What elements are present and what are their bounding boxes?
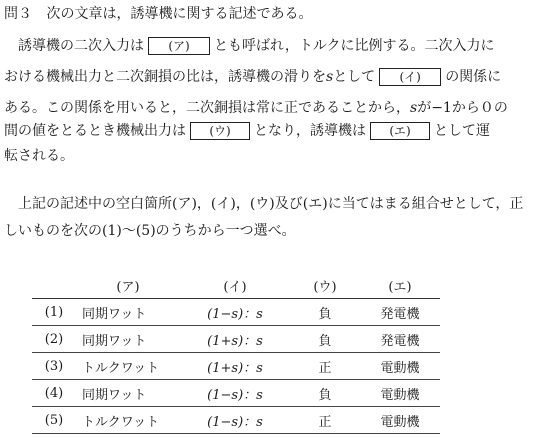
instruction-line-1 bbox=[18, 194, 523, 214]
option-a: 同期ワット bbox=[76, 299, 180, 326]
table-header-cell: (イ) bbox=[180, 272, 290, 299]
option-number: (2) bbox=[32, 326, 76, 353]
option-i: (1+s)：s bbox=[180, 326, 290, 353]
option-i: (1−s)：s bbox=[180, 299, 290, 326]
blank-a-box: (ア) bbox=[148, 37, 210, 55]
table-row bbox=[32, 380, 440, 407]
option-e: 電動機 bbox=[360, 407, 440, 434]
text-segment: おける機械出力と二次銅損の比は，誘導機の滑りを bbox=[4, 69, 326, 85]
choices-table bbox=[32, 272, 440, 434]
paragraph-line-3 bbox=[4, 98, 508, 118]
option-e: 電動機 bbox=[360, 353, 440, 380]
blank-e-box: (エ) bbox=[370, 122, 430, 140]
option-i: (1−s)：s bbox=[180, 380, 290, 407]
option-e: 発電機 bbox=[360, 326, 440, 353]
option-i: (1+s)：s bbox=[180, 353, 290, 380]
paragraph-line-2 bbox=[4, 67, 501, 87]
instruction-line-2 bbox=[4, 221, 296, 241]
text-segment: 誘導機の二次入力は bbox=[18, 38, 144, 54]
table-header-cell: (ウ) bbox=[290, 272, 360, 299]
text-segment: 転される。 bbox=[4, 148, 74, 164]
option-number: (1) bbox=[32, 299, 76, 326]
text-segment: として bbox=[333, 69, 376, 85]
value-minus-one: −1 bbox=[431, 100, 452, 116]
option-a: トルクワット bbox=[76, 353, 180, 380]
text-segment: として運 bbox=[434, 123, 490, 139]
option-u: 負 bbox=[290, 326, 360, 353]
symbol-s: s bbox=[326, 69, 334, 85]
text-segment: ある。この関係を用いると，二次銅損は常に正であることから， bbox=[4, 100, 410, 116]
paragraph-line-1 bbox=[18, 36, 495, 56]
table-row bbox=[32, 353, 440, 380]
option-i: (1−s)：s bbox=[180, 407, 290, 434]
option-e: 電動機 bbox=[360, 380, 440, 407]
text-segment: から０の bbox=[451, 100, 508, 116]
text-segment: の関係に bbox=[445, 69, 502, 85]
table-row bbox=[32, 407, 440, 434]
question-intro: 次の文章は，誘導機に関する記述である。 bbox=[46, 6, 313, 22]
question-number: 問３ bbox=[4, 6, 32, 22]
table-header-row bbox=[32, 272, 440, 299]
text-segment: とも呼ばれ，トルクに比例する。二次入力に bbox=[214, 38, 495, 54]
text-segment: 間の値をとるとき機械出力は bbox=[4, 123, 186, 139]
option-u: 負 bbox=[290, 380, 360, 407]
option-number: (4) bbox=[32, 380, 76, 407]
blank-i-box: (イ) bbox=[379, 68, 441, 86]
symbol-s: s bbox=[410, 100, 418, 116]
table-row bbox=[32, 326, 440, 353]
text-segment: となり，誘導機は bbox=[254, 123, 366, 139]
instruction-text: 上記の記述中の空白箇所(ア)，(イ)，(ウ)及び(エ)に当てはまる組合せとして，正 bbox=[18, 196, 524, 212]
paragraph-line-4 bbox=[4, 121, 490, 141]
instruction-text: しいものを次の(1)～(5)のうちから一つ選べ。 bbox=[4, 223, 296, 239]
table-header-cell: (ア) bbox=[76, 272, 180, 299]
option-u: 正 bbox=[290, 353, 360, 380]
question-heading bbox=[4, 4, 312, 24]
paragraph-line-5 bbox=[4, 146, 74, 166]
table-row bbox=[32, 299, 440, 326]
text-segment: が bbox=[417, 100, 432, 116]
option-number: (3) bbox=[32, 353, 76, 380]
blank-u-box: (ウ) bbox=[190, 122, 250, 140]
option-number: (5) bbox=[32, 407, 76, 434]
table-header-cell bbox=[32, 272, 76, 299]
option-a: トルクワット bbox=[76, 407, 180, 434]
option-u: 負 bbox=[290, 299, 360, 326]
option-a: 同期ワット bbox=[76, 380, 180, 407]
option-a: 同期ワット bbox=[76, 326, 180, 353]
option-e: 発電機 bbox=[360, 299, 440, 326]
option-u: 正 bbox=[290, 407, 360, 434]
table-header-cell: (エ) bbox=[360, 272, 440, 299]
